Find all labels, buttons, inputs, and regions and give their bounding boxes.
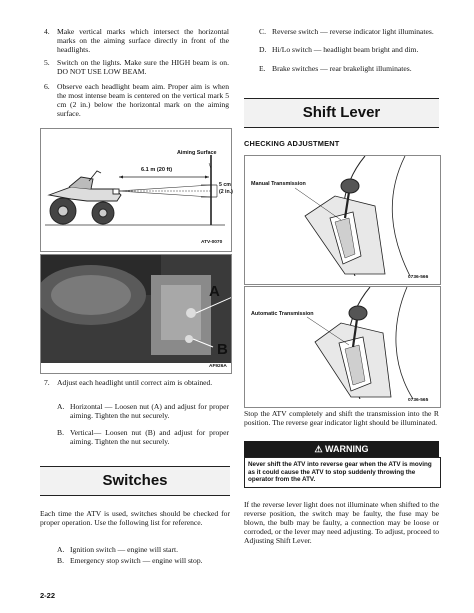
- step-text: Observe each headlight beam aim. Proper aim is when the most intense beam is centered on the vertical mark 5 cm (2 in.) below the horizontal mark on the aiming surface.: [57, 82, 229, 119]
- automatic-transmission-figure: [244, 286, 441, 408]
- substep-text: Vertical— Loosen nut (B) and adjust for proper aiming. Tighten the nut securely.: [70, 428, 229, 447]
- switch-text: Brake switches — rear brakelight illuminates.: [272, 64, 412, 73]
- automatic-shift-illustration: [245, 287, 440, 399]
- nut-a-label: A: [209, 283, 220, 300]
- warning-header: [244, 441, 439, 457]
- step-text: Make vertical marks which intersect the horizontal marks on the aiming surface directly in front of the headlights.: [57, 27, 229, 55]
- substep-text: Horizontal — Loosen nut (A) and adjust for proper aiming. Tighten the nut securely.: [70, 402, 229, 421]
- offset-cm-label: 5 cm: [219, 182, 231, 188]
- switch-text: Emergency stop switch — engine will stop.: [70, 556, 203, 565]
- step-number: 7.: [44, 378, 50, 387]
- switch-letter: A.: [57, 545, 65, 554]
- switches-intro: Each time the ATV is used, switches should be checked for proper operation. Use the following list for reference.: [40, 509, 230, 528]
- nut-b-label: B: [217, 341, 228, 358]
- aiming-surface-label: Aiming Surface: [177, 150, 217, 156]
- manual-shift-illustration: [245, 156, 440, 276]
- reverse-light-text: If the reverse lever light does not illuminate when shifted to the reverse position, the switch may be faulty, the fuse may be blown, the bulb may be faulty, a connection may be loose or corroded, or the lever may need adjusting. To adjust, proceed to Adjusting Shift Lever.: [244, 500, 439, 546]
- switch-text: Hi/Lo switch — headlight beam bright and dim.: [272, 45, 419, 54]
- warning-text: Never shift the ATV into reverse gear when the ATV is moving as it could cause the ATV to stop suddenly throwing the operator from the ATV.: [248, 461, 432, 484]
- switches-heading: Switches: [102, 472, 168, 489]
- figure-caption: ATV-0070: [201, 240, 223, 245]
- atv-aiming-diagram: [41, 129, 231, 251]
- switch-letter: E.: [259, 64, 266, 73]
- step-text: Adjust each headlight until correct aim is obtained.: [57, 378, 213, 387]
- shift-lever-heading: Shift Lever: [302, 104, 381, 121]
- headlight-nuts-figure: [40, 254, 232, 374]
- substep-letter: A.: [57, 402, 65, 411]
- switch-letter: D.: [259, 45, 267, 54]
- warning-title: WARNING: [325, 444, 369, 454]
- step-text: Switch on the lights. Make sure the HIGH beam is on. DO NOT USE LOW BEAM.: [57, 58, 229, 77]
- headlight-photo-art: [41, 255, 231, 363]
- headlight-aim-figure: [40, 128, 232, 252]
- distance-label: 6.1 m (20 ft): [141, 167, 173, 173]
- figure-caption: 0736-566: [408, 275, 429, 280]
- switch-letter: C.: [259, 27, 266, 36]
- switch-letter: B.: [57, 556, 64, 565]
- warning-box: [244, 457, 441, 488]
- offset-in-label: (2 in.): [219, 189, 233, 195]
- substep-letter: B.: [57, 428, 64, 437]
- shift-lever-heading-box: [244, 98, 439, 128]
- switches-heading-box: [40, 466, 230, 496]
- stop-instruction: Stop the ATV completely and shift the transmission into the R position. The reverse gear indicator light should be illuminated.: [244, 409, 439, 428]
- figure-caption: 0736-565: [408, 398, 429, 403]
- switch-text: Ignition switch — engine will start.: [70, 545, 178, 554]
- switch-text: Reverse switch — reverse indicator light illuminates.: [272, 27, 434, 36]
- headlight-photo: [41, 255, 231, 363]
- checking-adjustment-heading: CHECKING ADJUSTMENT: [244, 139, 340, 148]
- automatic-transmission-label: Automatic Transmission: [251, 311, 314, 317]
- step-number: 5.: [44, 58, 50, 67]
- step-number: 6.: [44, 82, 50, 91]
- warning-icon: ⚠: [314, 444, 323, 454]
- manual-transmission-figure: [244, 155, 441, 285]
- page-number: 2-22: [40, 591, 56, 600]
- atv-illustration: [49, 171, 121, 224]
- manual-transmission-label: Manual Transmission: [251, 181, 306, 187]
- step-number: 4.: [44, 27, 50, 36]
- figure-caption: AF926A: [209, 364, 227, 369]
